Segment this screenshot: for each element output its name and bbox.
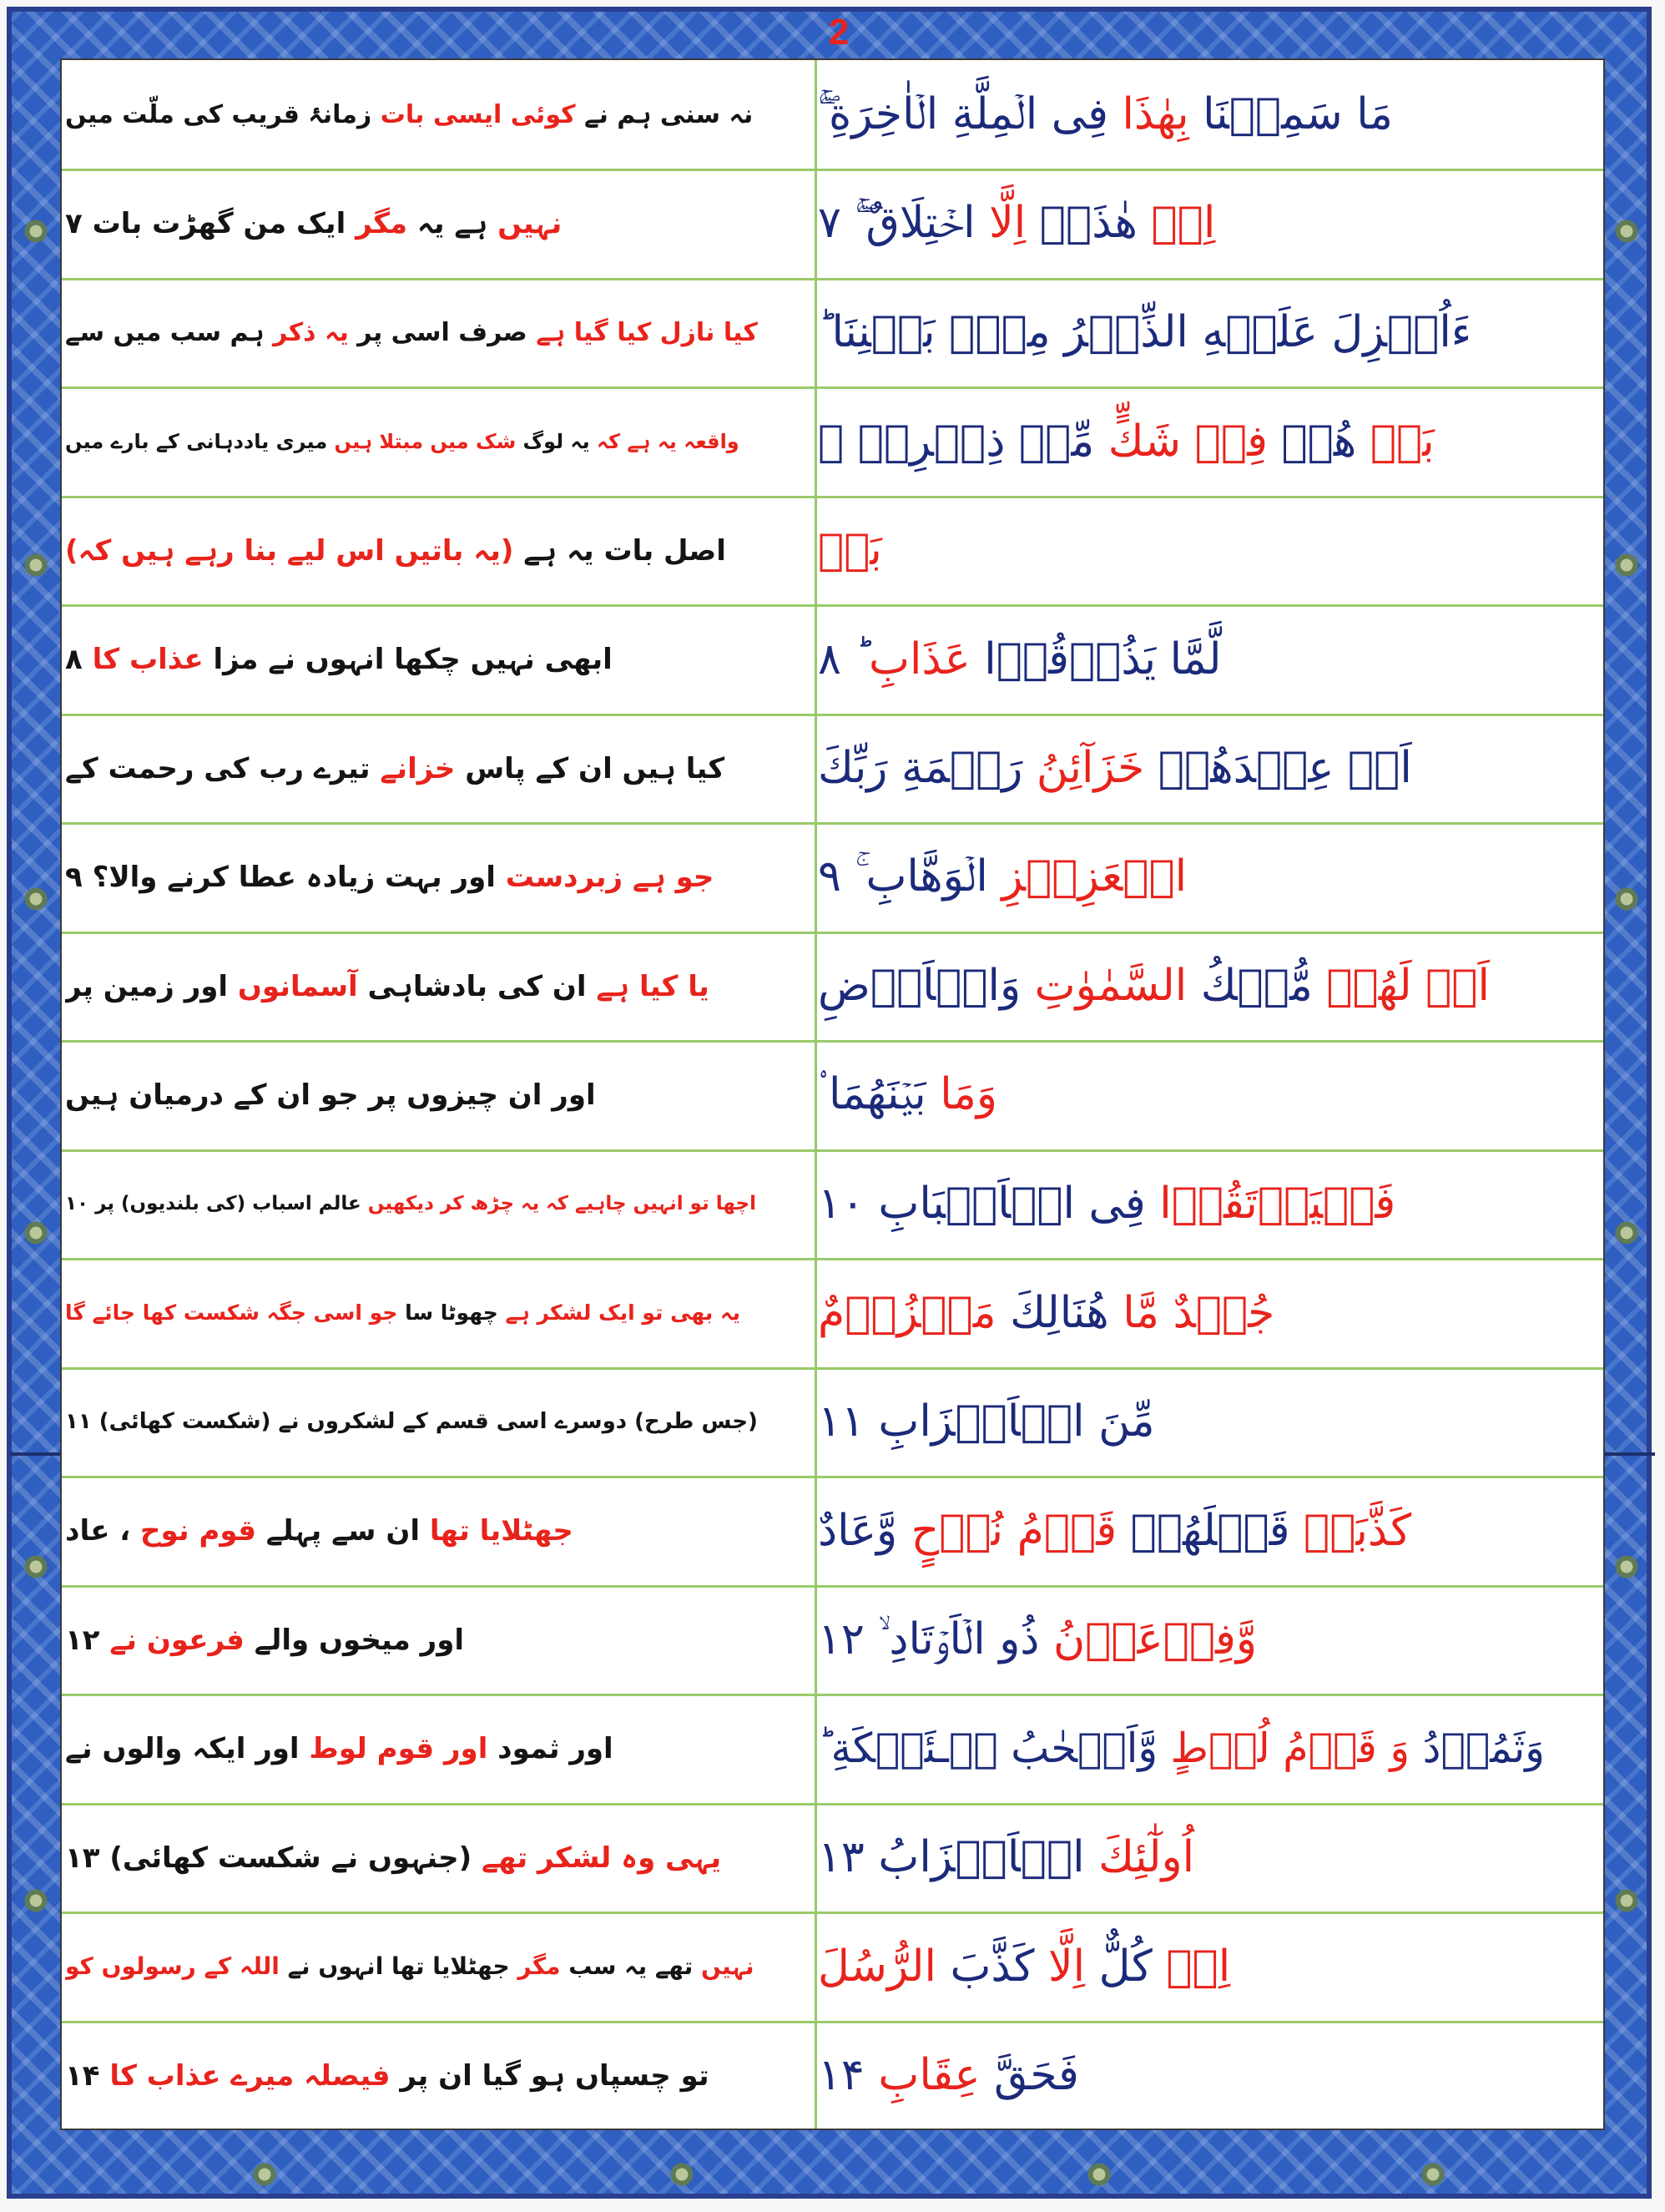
border-ornament-icon bbox=[1085, 2160, 1113, 2189]
border-ornament-icon bbox=[22, 551, 50, 579]
arabic-segment: جُنۡدٌ مَّا bbox=[1108, 1287, 1275, 1338]
arabic-segment: ؕ ۸ bbox=[818, 634, 869, 684]
arabic-line bbox=[818, 634, 1221, 684]
arabic-segment: عِقَابِ bbox=[878, 2050, 981, 2100]
arabic-line bbox=[818, 417, 1435, 467]
urdu-translation bbox=[65, 1585, 813, 1694]
urdu-line bbox=[65, 1952, 754, 1980]
arabic-line bbox=[818, 851, 1187, 902]
urdu-segment: کوئی ایسی بات bbox=[371, 99, 576, 129]
urdu-segment: تھے یہ سب bbox=[560, 1952, 694, 1980]
arabic-segment: قَبۡلَهُمۡ bbox=[1117, 1505, 1290, 1556]
urdu-line bbox=[65, 860, 714, 894]
border-ornament-icon bbox=[668, 2160, 696, 2189]
arabic-line bbox=[818, 1506, 1411, 1556]
arabic-line bbox=[818, 2050, 1079, 2100]
arabic-verse bbox=[818, 387, 1600, 496]
urdu-segment: اور ثمود bbox=[487, 1732, 613, 1765]
arabic-segment: فِى الۡاَسۡبَابِ ۱۰ bbox=[818, 1179, 1146, 1229]
arabic-segment: مِّنَ الۡاَحۡزَابِ ۱۱ bbox=[818, 1396, 1155, 1447]
urdu-segment: ۱۲ bbox=[65, 1623, 100, 1657]
arabic-line bbox=[818, 525, 882, 575]
arabic-segment: وَالۡاَرۡضِ bbox=[818, 961, 1022, 1011]
arabic-segment: الۡاَحۡزَابُ ۱۳ bbox=[818, 1832, 1085, 1882]
urdu-line bbox=[65, 1841, 721, 1875]
arabic-segment: فَلۡيَرۡتَقُوۡا bbox=[1145, 1179, 1396, 1229]
urdu-segment: ہے یہ bbox=[407, 207, 488, 240]
arabic-segment: وَّاَصۡحٰبُ لۡـئَيۡكَةِ ؕ bbox=[818, 1725, 1158, 1772]
arabic-segment: هُمۡ bbox=[1267, 416, 1357, 467]
arabic-segment: الۡعَزِيۡزِ bbox=[987, 851, 1188, 901]
arabic-verse bbox=[818, 1694, 1600, 1803]
arabic-segment: اَمۡ لَهُمۡ bbox=[1312, 961, 1490, 1011]
urdu-segment: آسمانوں bbox=[228, 969, 358, 1003]
urdu-segment: اور زمین پر bbox=[65, 969, 229, 1003]
urdu-segment: شک میں مبتلا ہیں bbox=[327, 429, 517, 453]
arabic-segment: بَلۡ bbox=[1356, 416, 1435, 467]
urdu-line bbox=[65, 1300, 740, 1325]
urdu-segment: اور قوم لوط bbox=[299, 1732, 488, 1765]
arabic-segment: عَذَابِ bbox=[869, 634, 971, 684]
arabic-segment: فِىۡ شَكٍّ bbox=[1094, 416, 1268, 467]
arabic-segment: رَحۡمَةِ رَبِّكَ bbox=[818, 743, 1023, 793]
urdu-translation bbox=[65, 278, 813, 386]
urdu-segment: فیصلہ میرے عذاب کا bbox=[99, 2058, 391, 2093]
verse-row bbox=[62, 496, 1603, 607]
verse-row bbox=[62, 1367, 1603, 1478]
urdu-line bbox=[65, 2058, 709, 2093]
border-ornament-icon bbox=[250, 2160, 279, 2189]
verse-row bbox=[62, 1694, 1603, 1805]
urdu-segment: ۸ bbox=[65, 643, 83, 676]
arabic-segment: وَثَمُوۡدُ bbox=[1410, 1725, 1545, 1772]
urdu-line bbox=[65, 751, 724, 785]
urdu-line bbox=[65, 969, 709, 1003]
urdu-line bbox=[65, 1409, 758, 1434]
urdu-segment: جھٹلایا تھا انہوں نے bbox=[279, 1952, 510, 1980]
urdu-segment: ، عاد bbox=[65, 1514, 131, 1548]
urdu-segment: فرعون نے bbox=[99, 1623, 245, 1657]
verse-row bbox=[62, 714, 1603, 825]
urdu-segment: ان سے پہلے bbox=[255, 1514, 420, 1548]
arabic-segment: اخۡتِلَاقٌ ۖۚ ۷ bbox=[818, 198, 976, 248]
urdu-translation bbox=[65, 1259, 813, 1367]
urdu-segment: کیا نازل کیا گیا ہے bbox=[527, 317, 758, 347]
arabic-verse bbox=[818, 1585, 1600, 1694]
arabic-verse bbox=[818, 496, 1600, 604]
arabic-line bbox=[818, 307, 1471, 357]
urdu-segment: یا کیا ہے bbox=[586, 969, 709, 1003]
urdu-line bbox=[65, 318, 758, 347]
urdu-segment: مگر bbox=[346, 207, 408, 240]
arabic-segment: لَّمَّا يَذُوۡقُوۡا bbox=[970, 634, 1222, 684]
urdu-segment: ایک من گھڑت بات ۷ bbox=[65, 207, 346, 240]
arabic-segment: فَحَقَّ bbox=[980, 2050, 1079, 2100]
urdu-segment: جھٹلایا تھا bbox=[420, 1514, 573, 1548]
arabic-segment: كَذَّبَتۡ bbox=[1289, 1505, 1411, 1556]
urdu-segment: کیا ہیں ان کے پاس bbox=[455, 751, 725, 785]
arabic-line bbox=[818, 1288, 1274, 1338]
verse-row bbox=[62, 387, 1603, 498]
urdu-segment: اور ایکہ والوں نے bbox=[65, 1732, 300, 1765]
border-ornament-icon bbox=[22, 217, 50, 245]
verse-row bbox=[62, 278, 1603, 389]
urdu-segment: ابھی نہیں چکھا انہوں نے مزا bbox=[203, 643, 613, 676]
arabic-verse bbox=[818, 714, 1600, 822]
border-ornament-icon bbox=[1612, 1219, 1641, 1247]
urdu-translation bbox=[65, 1694, 813, 1803]
verse-row bbox=[62, 1803, 1603, 1914]
arabic-verse bbox=[818, 1041, 1600, 1149]
urdu-line bbox=[65, 533, 726, 568]
urdu-translation bbox=[65, 60, 813, 169]
border-ornament-icon bbox=[22, 1553, 50, 1581]
urdu-segment: اچھا تو انہیں چاہیے کہ یہ چڑھ کر دیکھیں bbox=[361, 1193, 756, 1215]
urdu-segment: یہ بھی تو ایک لشکر ہے bbox=[497, 1300, 741, 1325]
border-divider bbox=[1605, 1452, 1655, 1456]
urdu-line bbox=[65, 430, 739, 453]
arabic-segment: مَا سَمِعۡنَا bbox=[1188, 88, 1393, 139]
verse-row bbox=[62, 823, 1603, 934]
urdu-translation bbox=[65, 1912, 813, 2021]
arabic-line bbox=[818, 1832, 1194, 1882]
arabic-verse bbox=[818, 605, 1600, 714]
urdu-segment: اور بہت زیادہ عطا کرنے والا؟ ۹ bbox=[65, 861, 496, 894]
urdu-segment: ۱۴ bbox=[65, 2058, 100, 2093]
verse-row bbox=[62, 1912, 1603, 2023]
urdu-translation bbox=[65, 1149, 813, 1258]
arabic-segment: وَ قَوۡمُ لُوۡطٍ bbox=[1158, 1725, 1410, 1772]
urdu-line bbox=[65, 1513, 573, 1548]
urdu-segment: جو اسی جگہ bbox=[259, 1300, 398, 1325]
urdu-translation bbox=[65, 1367, 813, 1476]
urdu-segment: اور میخوں والے bbox=[244, 1623, 464, 1657]
arabic-segment: اُولٰٓئِكَ bbox=[1084, 1832, 1195, 1882]
arabic-line bbox=[818, 743, 1412, 793]
verse-row bbox=[62, 605, 1603, 716]
arabic-segment: الرُّسُلَ bbox=[818, 1941, 936, 1992]
arabic-line bbox=[818, 1725, 1545, 1772]
arabic-segment: هُنَالِكَ bbox=[996, 1287, 1109, 1338]
arabic-segment: ۱۴ bbox=[818, 2050, 879, 2100]
arabic-segment: بَلۡ bbox=[818, 525, 882, 575]
urdu-segment: عذاب کا bbox=[82, 643, 204, 676]
urdu-segment: یہ ذکر bbox=[264, 317, 349, 347]
urdu-line bbox=[65, 1623, 464, 1657]
urdu-segment: جو ہے زبردست bbox=[495, 861, 714, 894]
arabic-verse bbox=[818, 169, 1600, 278]
arabic-line bbox=[818, 961, 1490, 1011]
urdu-segment: اصل بات یہ ہے bbox=[513, 533, 726, 568]
urdu-segment: مگر bbox=[509, 1952, 561, 1980]
arabic-verse bbox=[818, 60, 1600, 169]
arabic-verse bbox=[818, 823, 1600, 932]
urdu-segment: زمانۂ قریب کی ملّت میں bbox=[65, 99, 372, 129]
arabic-segment: بَيۡنَهُمَا ۟ bbox=[818, 1069, 926, 1119]
arabic-segment: فِى الۡمِلَّةِ الۡاٰخِرَةِ ۖۚ bbox=[818, 88, 1108, 139]
arabic-segment: الۡوَهَّابِ ۚ ۹ bbox=[818, 851, 988, 901]
arabic-verse bbox=[818, 1149, 1600, 1258]
arabic-line bbox=[818, 198, 1215, 249]
border-ornament-icon bbox=[1612, 551, 1641, 579]
border-ornament-icon bbox=[22, 885, 50, 913]
arabic-segment: مُّلۡكُ bbox=[1187, 961, 1313, 1011]
urdu-line bbox=[65, 1193, 756, 1215]
urdu-line bbox=[65, 206, 562, 240]
arabic-segment: ءَاُنۡزِلَ عَلَيۡهِ الذِّكۡرُ مِنۡۢ بَيۡنِنَا ؕ bbox=[818, 307, 1472, 357]
urdu-segment: نہ سنی ہم نے bbox=[575, 99, 754, 129]
urdu-translation bbox=[65, 496, 813, 604]
verse-row bbox=[62, 60, 1603, 171]
verse-row bbox=[62, 932, 1603, 1043]
border-ornament-icon bbox=[1612, 885, 1641, 913]
urdu-segment: عالم اسباب (کی بلندیوں) پر ۱۰ bbox=[65, 1193, 361, 1215]
urdu-segment: چھوٹا سا bbox=[397, 1300, 498, 1325]
urdu-line bbox=[65, 1731, 613, 1765]
urdu-segment: اللہ کے رسولوں کو bbox=[65, 1952, 280, 1980]
urdu-segment: (جنہوں نے شکست کھائی) ۱۳ bbox=[65, 1841, 472, 1875]
urdu-translation bbox=[65, 387, 813, 496]
page-number: 2 bbox=[828, 12, 850, 53]
arabic-line bbox=[818, 1179, 1395, 1229]
arabic-verse bbox=[818, 1259, 1600, 1367]
border-ornament-icon bbox=[1419, 2160, 1447, 2189]
arabic-verse bbox=[818, 1367, 1600, 1476]
arabic-verse bbox=[818, 278, 1600, 386]
verse-row bbox=[62, 1149, 1603, 1260]
verse-row bbox=[62, 1477, 1603, 1588]
urdu-segment: یہی وہ لشکر تھے bbox=[472, 1841, 722, 1875]
urdu-translation bbox=[65, 1041, 813, 1149]
verse-row bbox=[62, 2021, 1603, 2132]
arabic-line bbox=[818, 1069, 997, 1120]
arabic-segment: كُلٌّ bbox=[1085, 1941, 1153, 1992]
arabic-segment: هٰذَاۤ bbox=[1026, 198, 1138, 248]
arabic-line bbox=[818, 1942, 1230, 1992]
urdu-translation bbox=[65, 1803, 813, 1912]
urdu-segment: قوم نوح bbox=[130, 1514, 256, 1548]
arabic-line bbox=[818, 89, 1393, 140]
arabic-segment: اَمۡ عِنۡدَهُمۡ bbox=[1144, 743, 1412, 793]
urdu-segment: (جس طرح) دوسرے اسی قسم کے لشکروں نے (شکست کھائی) ۱۱ bbox=[65, 1409, 758, 1434]
arabic-segment: وَمَا bbox=[926, 1069, 998, 1119]
border-ornament-icon bbox=[1612, 217, 1641, 245]
arabic-segment: اِنۡ bbox=[1152, 1941, 1231, 1992]
urdu-translation bbox=[65, 1477, 813, 1585]
arabic-segment: مِّنۡ ذِكۡرِىۡ ۚ bbox=[818, 416, 1095, 467]
border-ornament-icon bbox=[22, 1886, 50, 1915]
urdu-segment: اور ان چیزوں پر جو ان کے درمیان ہیں bbox=[65, 1078, 596, 1112]
urdu-translation bbox=[65, 2021, 813, 2129]
urdu-segment: نہیں bbox=[487, 207, 563, 240]
urdu-segment: خزانے bbox=[370, 751, 456, 785]
arabic-verse bbox=[818, 1912, 1600, 2021]
urdu-segment: ان کی بادشاہی bbox=[357, 969, 587, 1003]
urdu-segment: واقعہ یہ ہے کہ bbox=[589, 429, 739, 453]
arabic-segment: اِنۡ bbox=[1137, 198, 1216, 248]
urdu-segment: (یہ باتیں اس لیے بنا رہے ہیں کہ) bbox=[65, 533, 514, 568]
verse-table bbox=[60, 58, 1605, 2130]
urdu-translation bbox=[65, 605, 813, 714]
arabic-segment: ذُو الۡاَوۡتَادِ ۙ ۱۲ bbox=[818, 1614, 1040, 1664]
verse-row bbox=[62, 1041, 1603, 1152]
urdu-translation bbox=[65, 714, 813, 822]
urdu-line bbox=[65, 1078, 596, 1112]
arabic-segment: قَوۡمُ نُوۡحٍ bbox=[897, 1505, 1118, 1556]
urdu-segment: ہم سب میں سے bbox=[65, 317, 265, 347]
urdu-segment: تو چسپاں ہو گیا ان پر bbox=[390, 2058, 709, 2093]
urdu-segment: تیرے رب کی رحمت کے bbox=[65, 751, 371, 785]
arabic-segment: وَّفِرۡعَوۡنُ bbox=[1039, 1614, 1258, 1664]
arabic-verse bbox=[818, 2021, 1600, 2129]
urdu-segment: یہ لوگ bbox=[516, 429, 590, 453]
arabic-segment: وَّعَادٌ bbox=[818, 1505, 898, 1556]
urdu-line bbox=[65, 100, 753, 129]
urdu-translation bbox=[65, 169, 813, 278]
arabic-segment: اِلَّا bbox=[1034, 1941, 1086, 1992]
arabic-verse bbox=[818, 1477, 1600, 1585]
arabic-line bbox=[818, 1614, 1257, 1665]
arabic-segment: السَّمٰوٰتِ bbox=[1021, 961, 1188, 1011]
arabic-segment: خَزَآئِنُ bbox=[1022, 743, 1145, 793]
arabic-verse bbox=[818, 932, 1600, 1040]
urdu-line bbox=[65, 642, 613, 676]
verse-row bbox=[62, 1259, 1603, 1370]
urdu-translation bbox=[65, 932, 813, 1040]
arabic-line bbox=[818, 1396, 1155, 1447]
arabic-verse bbox=[818, 1803, 1600, 1912]
border-ornament-icon bbox=[22, 1219, 50, 1247]
urdu-segment: میری یاددہانی کے بارے میں bbox=[65, 429, 328, 453]
urdu-segment: شکست کھا جائے گا bbox=[65, 1300, 260, 1325]
verse-row bbox=[62, 1585, 1603, 1696]
urdu-segment: نہیں bbox=[693, 1952, 754, 1980]
border-ornament-icon bbox=[1612, 1553, 1641, 1581]
border-ornament-icon bbox=[1612, 1886, 1641, 1915]
arabic-segment: كَذَّبَ bbox=[936, 1941, 1035, 1992]
urdu-translation bbox=[65, 823, 813, 932]
urdu-segment: صرف اسی پر bbox=[348, 317, 527, 347]
arabic-segment: بِهٰذَا bbox=[1107, 88, 1189, 139]
arabic-segment: اِلَّا bbox=[975, 198, 1027, 248]
border-divider bbox=[10, 1452, 60, 1456]
verse-row bbox=[62, 169, 1603, 280]
arabic-segment: مَهۡزُوۡمٌ bbox=[818, 1287, 996, 1338]
